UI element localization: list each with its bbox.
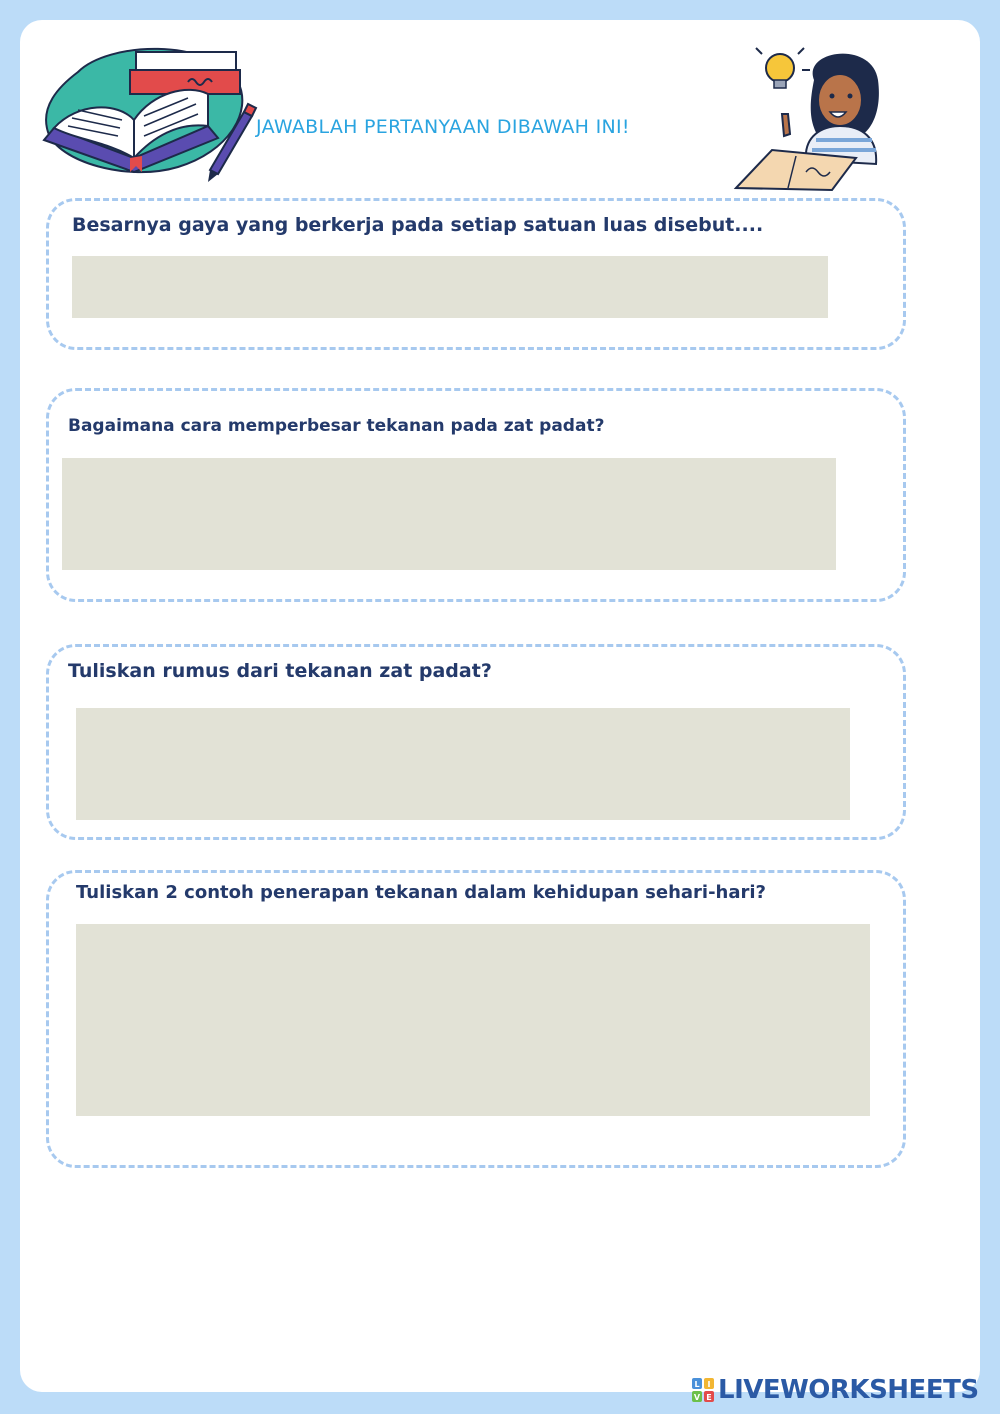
logo-letter-e: E — [706, 1393, 712, 1402]
answer-field-1[interactable] — [72, 256, 828, 318]
question-text-1: Besarnya gaya yang berkerja pada setiap satuan luas disebut.... — [72, 214, 764, 236]
logo-letter-v: V — [693, 1393, 701, 1402]
question-text-3: Tuliskan rumus dari tekanan zat padat? — [68, 660, 492, 682]
logo-text: LIVEWORKSHEETS — [718, 1375, 979, 1405]
answer-field-4[interactable] — [76, 924, 870, 1116]
liveworksheets-logo-icon — [692, 1378, 714, 1402]
page-title: JAWABLAH PERTANYAAN DIBAWAH INI! — [256, 116, 630, 138]
girl-idea-lightbulb-illustration — [732, 40, 882, 192]
question-text-2: Bagaimana cara memperbesar tekanan pada zat padat? — [68, 416, 605, 436]
books-pencil-illustration — [38, 42, 260, 192]
liveworksheets-logo[interactable] — [692, 1374, 979, 1406]
question-text-4: Tuliskan 2 contoh penerapan tekanan dalam kehidupan sehari-hari? — [76, 882, 766, 903]
answer-field-3[interactable] — [76, 708, 850, 820]
logo-letter-i: I — [707, 1380, 711, 1389]
logo-letter-l: L — [694, 1380, 700, 1389]
answer-field-2[interactable] — [62, 458, 836, 570]
